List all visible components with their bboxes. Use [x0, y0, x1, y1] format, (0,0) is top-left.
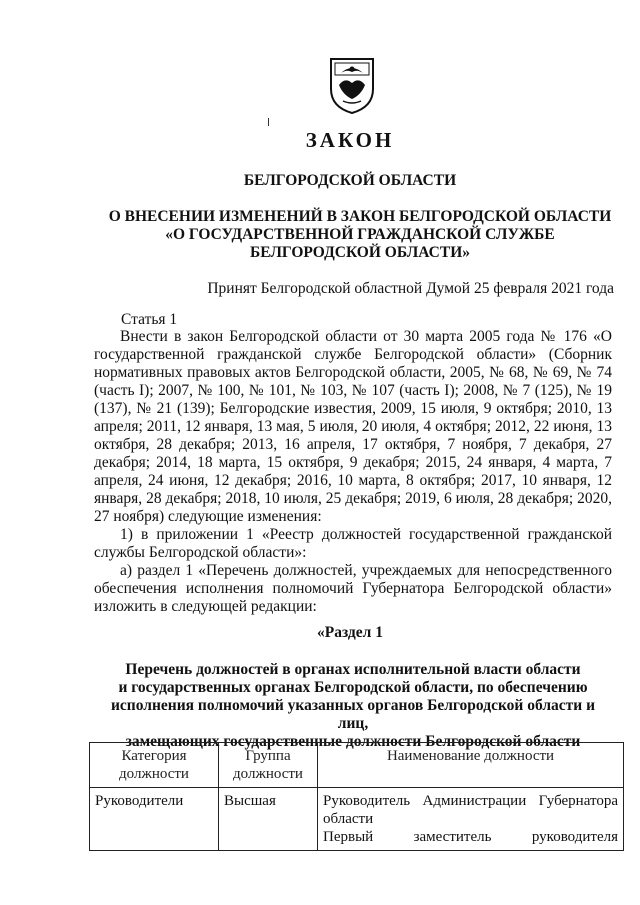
cell-position [318, 788, 624, 851]
subject-line: «О ГОСУДАРСТВЕННОЙ ГРАЖДАНСКОЙ СЛУЖБЕ [165, 226, 555, 243]
section-heading: «Раздел 1 [317, 624, 383, 641]
scan-mark [268, 118, 269, 126]
header-group: Группа должности [219, 743, 318, 788]
article-body [94, 328, 612, 616]
table-title-line: исполнения полномочий указанных органов Белгородской области и лиц, [110, 697, 596, 732]
position-line: Руководитель Администрации Губернатора области [323, 793, 618, 827]
table-header-row [90, 743, 624, 788]
paragraph: а) раздел 1 «Перечень должностей, учреждаемых для непосредственного обеспечения исполнения полномочий Губернатора Белгородской области» изложить в следующей редакции: [94, 562, 612, 615]
position-word: руководителя [531, 829, 618, 845]
document-title: ЗАКОН [305, 128, 395, 152]
coat-of-arms-emblem [327, 55, 377, 115]
paragraph: 1) в приложении 1 «Реестр должностей государственной гражданской службы Белгородской области»: [94, 526, 612, 561]
paragraph: Внести в закон Белгородской области от 30 марта 2005 года № 176 «О государственной гражданской службе Белгородской области» (Сборник нормативных правовых актов Белгородской области, 2005, № 68, № 69, № 74 (часть I); 2007, № 100, № 101, № 103, № 107 (часть I); 2008, № 7 (125), № 19 (137), № 21 (139); Белгородские известия, 2009, 15 июля, 9 октября; 2010, 13 апреля; 2011, 12 января, 13 мая, 5 июля, 20 июля, 4 октября; 2012, 22 июня, 13 октября, 28 декабря; 2013, 16 апреля, 17 октября, 7 ноября, 7 декабря, 27 декабря; 2014, 18 марта, 15 октября, 9 декабря; 2015, 24 января, 4 марта, 7 апреля, 24 июня, 12 декабря; 2016, 10 марта, 8 октября; 2017, 10 января, 12 января, 28 декабря; 2018, 10 июля, 25 декабря; 2019, 6 июля, 28 декабря; 2020, 27 ноября) следующие изменения: [94, 328, 612, 525]
cell-category: Руководители [90, 788, 219, 851]
positions-table [89, 742, 624, 851]
header-position: Наименование должности [318, 743, 624, 788]
table-row [90, 788, 624, 851]
article-heading: Статья 1 [121, 311, 178, 328]
adoption-date: Принят Белгородской областной Думой 25 февраля 2021 года [207, 280, 614, 297]
position-line [323, 828, 618, 846]
document-subject [60, 208, 640, 262]
table-title-line: Перечень должностей в органах исполнительной власти области [125, 661, 581, 678]
table-title [94, 661, 612, 751]
document-region: БЕЛГОРОДСКОЙ ОБЛАСТИ [243, 172, 457, 189]
table-title-line: и государственных органах Белгородской области, по обеспечению [118, 679, 588, 696]
position-word: заместитель [413, 829, 492, 845]
position-word: Первый [323, 829, 374, 845]
table-title-line: замещающих государственные должности Белгородской области [125, 733, 581, 750]
header-category: Категория должности [90, 743, 219, 788]
subject-line: О ВНЕСЕНИИ ИЗМЕНЕНИЙ В ЗАКОН БЕЛГОРОДСКОЙ ОБЛАСТИ [108, 208, 612, 225]
subject-line: БЕЛГОРОДСКОЙ ОБЛАСТИ» [249, 244, 471, 261]
cell-group: Высшая [219, 788, 318, 851]
